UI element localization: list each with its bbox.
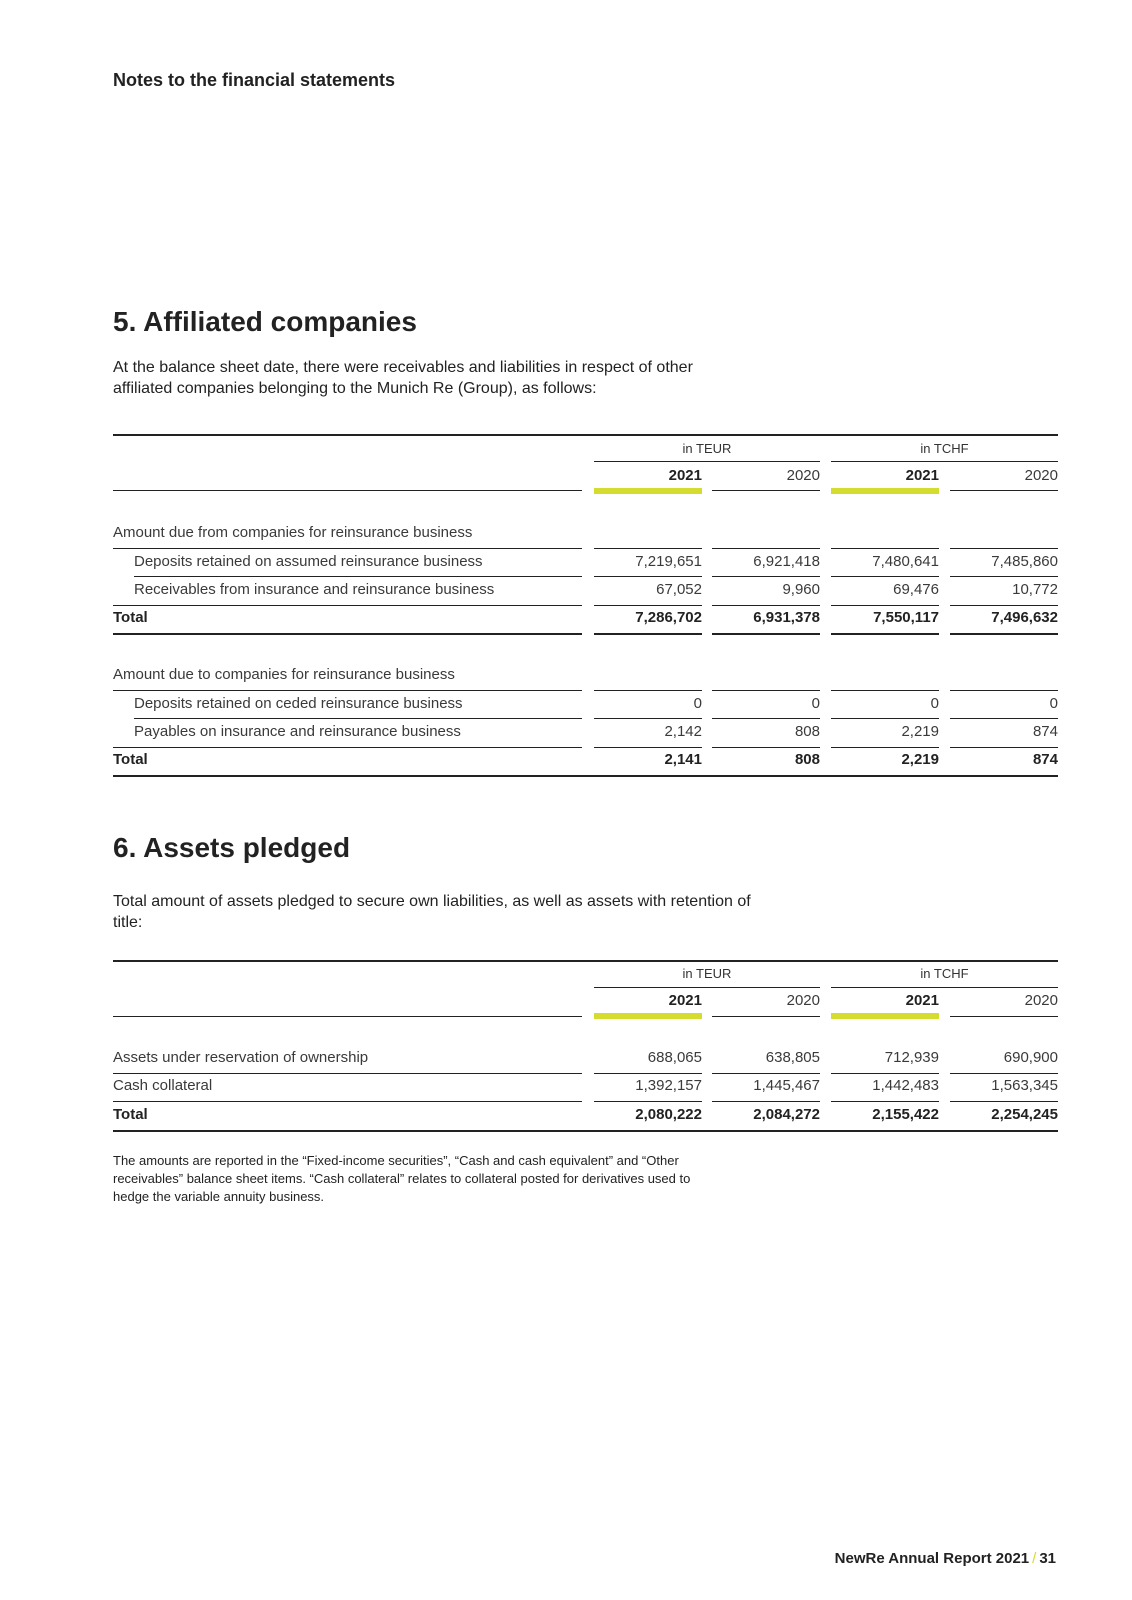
row-label: Cash collateral — [113, 1077, 213, 1094]
section-5-heading: 5. Affiliated companies — [113, 306, 417, 337]
table-cell: 9,960 — [782, 581, 820, 598]
total-cell: 808 — [794, 751, 820, 768]
table-cell: 69,476 — [893, 581, 939, 598]
currency-label-tchf: in TCHF — [920, 441, 969, 456]
table-cell: 1,392,157 — [635, 1077, 702, 1094]
year-header: 2020 — [786, 467, 820, 484]
total-label: Total — [113, 1106, 148, 1123]
footer-separator: / — [1032, 1550, 1037, 1567]
table-cell: 7,219,651 — [635, 553, 702, 570]
currency-label-teur: in TEUR — [682, 966, 732, 981]
page-footer — [835, 1550, 1056, 1567]
table-cell: 0 — [1049, 695, 1058, 712]
table-cell: 67,052 — [656, 581, 702, 598]
current-year-highlight — [831, 488, 939, 494]
year-header: 2020 — [1024, 467, 1058, 484]
total-cell: 7,496,632 — [991, 609, 1058, 626]
table-cell: 0 — [693, 695, 702, 712]
table-cell: 2,142 — [664, 723, 702, 740]
current-year-highlight — [831, 1013, 939, 1019]
table-cell: 7,485,860 — [991, 553, 1058, 570]
group-title: Amount due to companies for reinsurance business — [113, 666, 455, 683]
report-name: NewRe Annual Report 2021 — [834, 1550, 1030, 1567]
table-top-rule — [113, 960, 1058, 962]
currency-label-teur: in TEUR — [682, 441, 732, 456]
year-header: 2020 — [786, 992, 820, 1009]
total-cell: 2,141 — [664, 751, 702, 768]
total-cell: 874 — [1032, 751, 1058, 768]
table-cell: 690,900 — [1003, 1049, 1058, 1066]
table-cell: 6,921,418 — [753, 553, 820, 570]
total-cell: 2,084,272 — [753, 1106, 820, 1123]
header-bottom-rule — [712, 490, 820, 491]
group-title: Amount due from companies for reinsurance business — [113, 524, 473, 541]
row-label: Payables on insurance and reinsurance business — [134, 723, 461, 740]
table-cell: 1,563,345 — [991, 1077, 1058, 1094]
table-cell: 712,939 — [884, 1049, 939, 1066]
total-cell: 2,080,222 — [635, 1106, 702, 1123]
table-cell: 2,219 — [901, 723, 939, 740]
running-header: Notes to the financial statements — [113, 70, 396, 90]
table-cell: 1,445,467 — [753, 1077, 820, 1094]
total-cell: 2,254,245 — [991, 1106, 1058, 1123]
current-year-highlight — [594, 1013, 702, 1019]
section-6-intro: Total amount of assets pledged to secure own liabilities, as well as assets with retention of title: — [113, 893, 751, 931]
row-label: Receivables from insurance and reinsurance business — [134, 581, 495, 598]
table-cell: 688,065 — [647, 1049, 702, 1066]
row-label: Deposits retained on assumed reinsurance business — [134, 553, 483, 570]
year-header: 2021 — [905, 992, 939, 1009]
header-bottom-rule — [113, 490, 582, 491]
currency-rule-tchf — [831, 461, 1058, 462]
year-header: 2021 — [668, 992, 702, 1009]
section-6-heading: 6. Assets pledged — [113, 832, 351, 863]
table-cell: 638,805 — [765, 1049, 820, 1066]
table-cell: 1,442,483 — [872, 1077, 939, 1094]
page-number: 31 — [1039, 1550, 1056, 1567]
table-cell: 7,480,641 — [872, 553, 939, 570]
total-cell: 6,931,378 — [753, 609, 820, 626]
total-cell: 7,550,117 — [873, 609, 939, 626]
row-label: Deposits retained on ceded reinsurance business — [134, 695, 463, 712]
section-5-intro: At the balance sheet date, there were receivables and liabilities in respect of other affiliated companies belonging to the Munich Re (Group), as follows: — [113, 359, 693, 397]
total-cell: 2,219 — [901, 751, 939, 768]
table-cell: 0 — [930, 695, 939, 712]
year-header: 2020 — [1024, 992, 1058, 1009]
table-cell: 0 — [811, 695, 820, 712]
table-cell: 10,772 — [1012, 581, 1058, 598]
table-top-rule — [113, 434, 1058, 436]
currency-rule-teur — [594, 461, 820, 462]
total-cell: 7,286,702 — [635, 609, 702, 626]
year-header: 2021 — [668, 467, 702, 484]
total-label: Total — [113, 609, 148, 626]
year-header: 2021 — [905, 467, 939, 484]
total-cell: 2,155,422 — [872, 1106, 939, 1123]
current-year-highlight — [594, 488, 702, 494]
table-cell: 808 — [794, 723, 820, 740]
header-bottom-rule — [950, 490, 1058, 491]
footnote: The amounts are reported in the “Fixed-income securities”, “Cash and cash equivalent” and “Other receivables” balance sheet items. “Cash collateral” relates to collateral posted for derivatives used to hedge the variable annuity business. — [113, 1153, 691, 1204]
total-label: Total — [113, 751, 148, 768]
table-cell: 874 — [1032, 723, 1058, 740]
currency-label-tchf: in TCHF — [920, 966, 969, 981]
row-label: Assets under reservation of ownership — [113, 1049, 369, 1066]
